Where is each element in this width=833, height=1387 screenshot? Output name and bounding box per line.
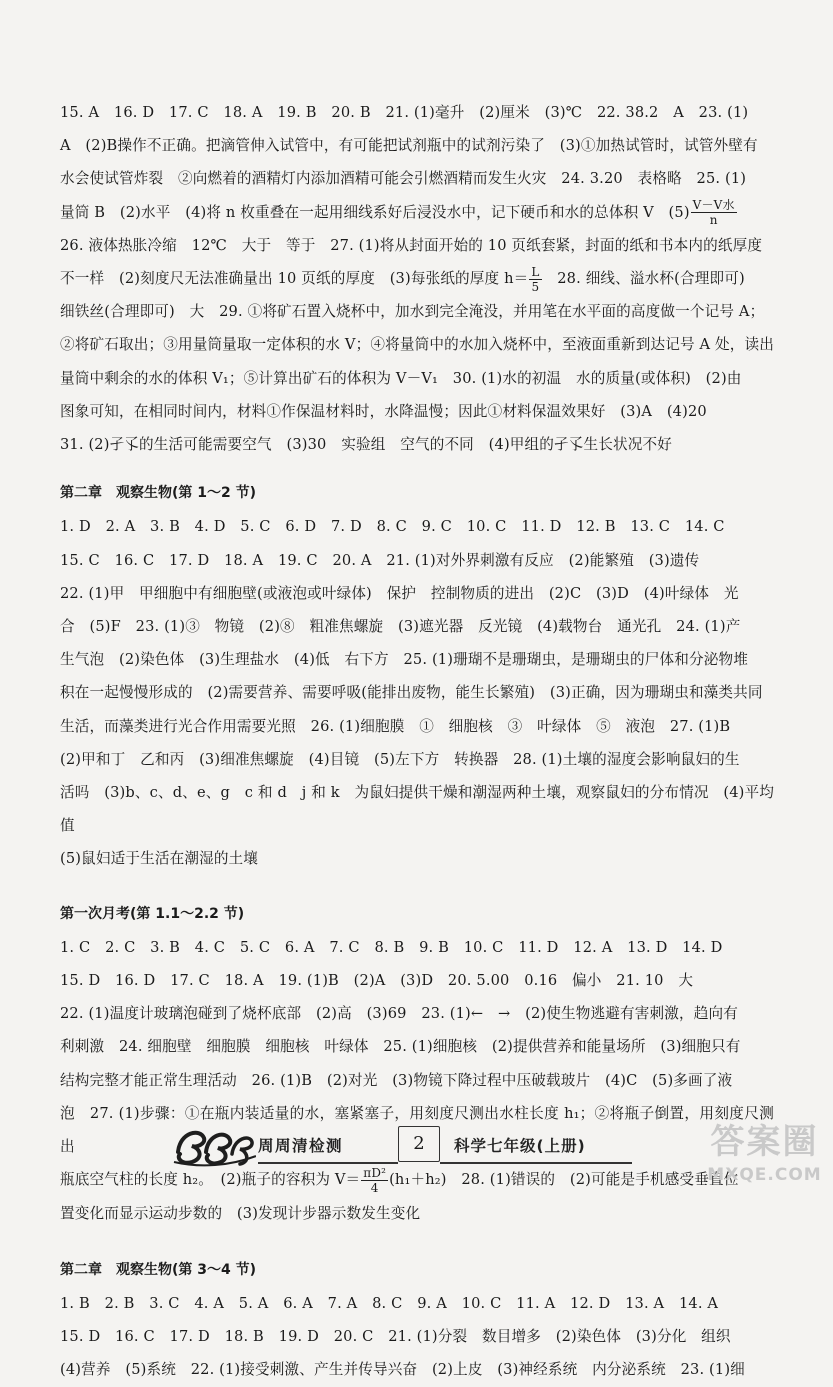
answer-line: 图象可知，在相同时间内，材料①作保温材料时，水降温慢；因此①材料保温效果好 (3)A (4)20 bbox=[60, 402, 707, 420]
answer-line: 结构完整才能正常生理活动 26. (1)B (2)对光 (3)物镜下降过程中压破载玻片 (4)C (5)多画了液 bbox=[60, 1071, 733, 1089]
answer-line: 15. C 16. C 17. D 18. A 19. C 20. A 21. (1)对外界刺激有反应 (2)能繁殖 (3)遗传 bbox=[60, 551, 700, 569]
answer-text: 不一样 (2)刻度尺无法准确量出 10 页纸的厚度 (3)每张纸的厚度 h＝ bbox=[60, 270, 529, 288]
fraction-denominator: n bbox=[709, 213, 718, 228]
page-footer bbox=[170, 1122, 650, 1168]
publisher-logo-icon bbox=[170, 1122, 256, 1168]
answer-line: 26. 液体热胀冷缩 12℃ 大于 等于 27. (1)将从封面开始的 10 页纸套紧，封面的纸和书本内的纸厚度 bbox=[60, 236, 763, 254]
answer-line: A (2)B操作不正确。把滴管伸入试管中，有可能把试剂瓶中的试剂污染了 (3)①加热试管时，试管外壁有 bbox=[60, 137, 758, 155]
answer-text: 瓶底空气柱的长度 h₂。 (2)瓶子的容积为 V＝ bbox=[60, 1171, 361, 1189]
fraction-numerator: V－V水 bbox=[692, 198, 735, 213]
section-heading: 第一次月考(第 1.1～2.2 节) bbox=[60, 905, 245, 922]
answer-line-with-formula bbox=[60, 196, 774, 229]
section-gap bbox=[60, 1230, 774, 1254]
answer-text: 量筒 B (2)水平 (4)将 n 枚重叠在一起用细线系好后浸没水中，记下硬币和水的总体积 V (5) bbox=[60, 203, 690, 221]
answer-line: 15. A 16. D 17. C 18. A 19. B 20. B 21. (1)毫升 (2)厘米 (3)℃ 22. 38.2 A 23. (1) bbox=[60, 104, 749, 121]
fraction-denominator: 4 bbox=[370, 1180, 379, 1195]
answer-line: (4)营养 (5)系统 22. (1)接受刺激、产生并传导兴奋 (2)上皮 (3)神经系统 内分泌系统 23. (1)细 bbox=[60, 1361, 745, 1379]
section-heading: 第二章 观察生物(第 3～4 节) bbox=[60, 1261, 257, 1278]
answer-content bbox=[60, 96, 774, 1387]
answer-line: 1. B 2. B 3. C 4. A 5. A 6. A 7. A 8. C 9. A 10. C 11. A 12. D 13. A 14. A bbox=[60, 1294, 719, 1312]
answer-text: (h₁＋h₂) 28. (1)错误的 (2)可能是手机感受垂直位 bbox=[389, 1171, 739, 1189]
answer-line: 22. (1)甲 甲细胞中有细胞壁(或液泡或叶绿体) 保护 控制物质的进出 (2)C (3)D (4)叶绿体 光 bbox=[60, 584, 739, 602]
answer-line: 利刺激 24. 细胞壁 细胞膜 细胞核 叶绿体 25. (1)细胞核 (2)提供营养和能量场所 (3)细胞只有 bbox=[60, 1038, 741, 1056]
answer-line: 水会使试管炸裂 ②向燃着的酒精灯内添加酒精可能会引燃酒精而发生火灾 24. 3.20 表格略 25. (1) bbox=[60, 170, 747, 188]
answer-line: 积在一起慢慢形成的 (2)需要营养、需要呼吸(能排出废物，能生长繁殖) (3)正确，因为珊瑚虫和藻类共同 bbox=[60, 684, 763, 702]
watermark-title: 答案圈 bbox=[710, 1122, 819, 1162]
answer-line: 量筒中剩余的水的体积 V₁；⑤计算出矿石的体积为 V－V₁ 30. (1)水的初温 水的质量(或体积) (2)由 bbox=[60, 369, 742, 387]
answer-line: 合 (5)F 23. (1)③ 物镜 (2)⑧ 粗准焦螺旋 (3)遮光器 反光镜 (4)载物台 通光孔 24. (1)产 bbox=[60, 618, 741, 636]
fraction-denominator: 5 bbox=[531, 279, 540, 294]
footer-rule-left bbox=[258, 1162, 398, 1164]
answer-line: 31. (2)孑孓的生活可能需要空气 (3)30 实验组 空气的不同 (4)甲组的孑孓生长状况不好 bbox=[60, 436, 672, 454]
answer-line-with-formula bbox=[60, 262, 774, 295]
section-gap bbox=[60, 876, 774, 898]
answer-text: 28. 细线、溢水杯(合理即可) bbox=[542, 270, 745, 288]
fraction-numerator: L bbox=[531, 264, 540, 279]
watermark bbox=[696, 1120, 833, 1200]
fraction bbox=[691, 198, 737, 227]
answer-line: 细铁丝(合理即可) 大 29. ①将矿石置入烧杯中，加水到完全淹没，并用笔在水平面的高度做一个记号 A； bbox=[60, 303, 765, 321]
answer-line: 活吗 (3)b、c、d、e、g c 和 d j 和 k 为鼠妇提供干燥和潮湿两种土壤，观察鼠妇的分布情况 (4)平均值 bbox=[60, 784, 774, 835]
watermark-url: MXQE.COM bbox=[707, 1165, 822, 1185]
answer-line: 泡 27. (1)步骤：①在瓶内装适量的水，塞紧塞子，用刻度尺测出水柱长度 h₁；②将瓶子倒置，用刻度尺测出 bbox=[60, 1104, 774, 1156]
answer-line: 22. (1)温度计玻璃泡碰到了烧杯底部 (2)高 (3)69 23. (1)← → (2)使生物逃避有害刺激，趋向有 bbox=[60, 1005, 738, 1023]
answer-line: 生气泡 (2)染色体 (3)生理盐水 (4)低 右下方 25. (1)珊瑚不是珊瑚虫，是珊瑚虫的尸体和分泌物堆 bbox=[60, 651, 748, 669]
fraction-numerator: πD² bbox=[363, 1165, 387, 1180]
footer-brand: 周周清检测 bbox=[258, 1137, 344, 1155]
answer-line-with-formula bbox=[60, 1163, 774, 1196]
answer-line: 15. D 16. C 17. D 18. B 19. D 20. C 21. (1)分裂 数目增多 (2)染色体 (3)分化 组织 bbox=[60, 1328, 731, 1346]
answer-line: 生活，而藻类进行光合作用需要光照 26. (1)细胞膜 ① 细胞核 ③ 叶绿体 ⑤ 液泡 27. (1)B bbox=[60, 717, 731, 735]
fraction bbox=[529, 265, 541, 294]
answer-line: 置变化而显示运动步数的 (3)发现计步器示数发生变化 bbox=[60, 1204, 421, 1222]
footer-subject: 科学七年级(上册) bbox=[454, 1137, 586, 1155]
answer-line: (5)鼠妇适于生活在潮湿的土壤 bbox=[60, 850, 259, 868]
answer-line: ②将矿石取出；③用量筒量取一定体积的水 V；④将量筒中的水加入烧杯中，至液面重新到达记号 A 处，读出 bbox=[60, 336, 774, 354]
page-number: 2 bbox=[398, 1126, 440, 1162]
fraction bbox=[361, 1166, 388, 1195]
answer-line: 1. D 2. A 3. B 4. D 5. C 6. D 7. D 8. C 9. C 10. C 11. D 12. B 13. C 14. C bbox=[60, 518, 725, 536]
section-gap bbox=[60, 461, 774, 477]
answer-line: (2)甲和丁 乙和丙 (3)细准焦螺旋 (4)目镜 (5)左下方 转换器 28. (1)土壤的湿度会影响鼠妇的生 bbox=[60, 750, 740, 768]
answer-line: 1. C 2. C 3. B 4. C 5. C 6. A 7. C 8. B 9. B 10. C 11. D 12. A 13. D 14. D bbox=[60, 938, 723, 956]
footer-rule-right bbox=[440, 1162, 632, 1164]
answer-line: 15. D 16. D 17. C 18. A 19. (1)B (2)A (3)D 20. 5.00 0.16 偏小 21. 10 大 bbox=[60, 972, 694, 990]
section-heading: 第二章 观察生物(第 1～2 节) bbox=[60, 485, 257, 502]
